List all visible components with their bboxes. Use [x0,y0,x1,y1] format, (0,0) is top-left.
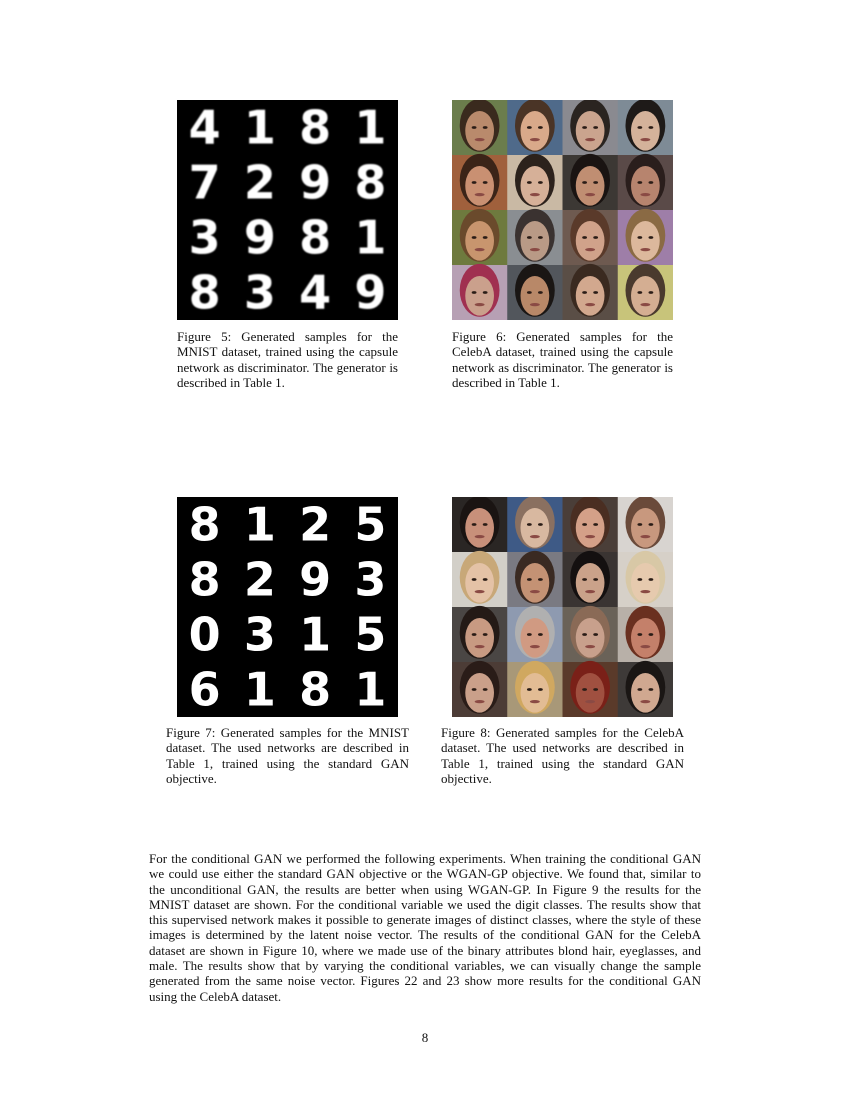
face-sample-tile [452,497,508,553]
face-sample-tile [452,209,508,266]
face-sample-tile [452,100,508,156]
face-sample-tile [618,264,673,320]
mnist-digit-sample: 7 [188,155,221,210]
face-sample-tile [618,551,673,608]
face-sample-tile [563,154,619,211]
face-sample-tile [507,551,563,608]
mnist-digit-sample: 1 [243,100,276,155]
face-sample-tile [507,264,563,320]
face-sample-tile [452,264,508,320]
face-sample-tile [452,154,508,211]
face-sample-tile [563,100,619,156]
face-sample-tile [563,606,619,663]
mnist-digit-sample: 3 [243,265,276,320]
mnist-digit-sample: 1 [354,210,387,265]
figure-5-mnist-grid [177,100,398,320]
mnist-digit-sample: 9 [354,265,387,320]
face-sample-tile [507,100,563,156]
mnist-digit-sample: 8 [299,100,332,155]
mnist-digit-sample: 1 [243,497,276,552]
mnist-digit-sample: 3 [354,552,387,607]
mnist-digit-sample: 3 [243,607,276,662]
face-sample-tile [563,551,619,608]
face-sample-tile [452,551,508,608]
mnist-digit-sample: 2 [243,552,276,607]
figure-5-caption: Figure 5: Generated samples for the MNIST dataset, trained using the capsule network as discriminator. The generator is described in Table 1. [177,329,398,390]
mnist-digit-sample: 9 [299,552,332,607]
face-sample-tile [563,661,619,717]
mnist-digit-sample: 5 [354,607,387,662]
face-sample-tile [507,606,563,663]
mnist-digit-sample: 1 [243,662,276,717]
face-sample-tile [618,154,673,211]
figure-6-celeba-grid [452,100,673,320]
face-sample-tile [618,497,673,553]
mnist-digit-sample: 4 [299,265,332,320]
figure-6-caption: Figure 6: Generated samples for the CelebA dataset, trained using the capsule network as discriminator. The generator is described in Table 1. [452,329,673,390]
mnist-digit-sample: 6 [188,662,221,717]
face-sample-tile [618,606,673,663]
page-number: 8 [421,1030,429,1045]
mnist-digit-sample: 9 [299,155,332,210]
mnist-digit-sample: 1 [354,100,387,155]
mnist-digit-sample: 8 [354,155,387,210]
figure-8-caption: Figure 8: Generated samples for the CelebA dataset. The used networks are described in Table 1, trained using the standard GAN objective. [441,725,684,786]
mnist-digit-sample: 1 [299,607,332,662]
mnist-digit-sample: 9 [243,210,276,265]
face-sample-tile [507,209,563,266]
body-paragraph: For the conditional GAN we performed the following experiments. When training the conditional GAN we could use either the standard GAN objective or the WGAN-GP objective. We found that, similar to the unconditional GAN, the results are better when using WGAN-GP. In Figure 9 the results for the MNIST dataset are shown. For the conditional variable we used the digit classes. The results show that this supervised network makes it possible to generate images of distinct classes, where the style of these images is determined by the latent noise vector. The results of the conditional GAN for the CelebA dataset are shown in Figure 10, where we made use of the binary attributes blond hair, eyeglasses, and male. The results show that by varying the conditional variables, we can visually change the sample generated from the same noise vector. Figures 22 and 23 show more results for the conditional GAN using the CelebA dataset. [149,851,701,1004]
mnist-digit-sample: 5 [354,497,387,552]
face-sample-tile [618,209,673,266]
figure-7-caption: Figure 7: Generated samples for the MNIST dataset. The used networks are described in Table 1, trained using the standard GAN objective. [166,725,409,786]
face-sample-tile [507,497,563,553]
figure-8-celeba-grid [452,497,673,717]
face-sample-tile [563,209,619,266]
mnist-digit-sample: 3 [188,210,221,265]
mnist-digit-sample: 2 [299,497,332,552]
face-sample-tile [563,497,619,553]
mnist-digit-sample: 0 [188,607,221,662]
face-sample-tile [452,606,508,663]
figure-7-mnist-grid [177,497,398,717]
mnist-digit-sample: 4 [188,100,221,155]
face-sample-tile [618,100,673,156]
mnist-digit-sample: 2 [243,155,276,210]
face-sample-tile [507,661,563,717]
mnist-digit-sample: 8 [188,265,221,320]
mnist-digit-sample: 8 [188,552,221,607]
face-sample-tile [618,661,673,717]
face-sample-tile [507,154,563,211]
face-sample-tile [452,661,508,717]
mnist-digit-sample: 8 [188,497,221,552]
face-sample-tile [563,264,619,320]
mnist-digit-sample: 8 [299,662,332,717]
mnist-digit-sample: 1 [354,662,387,717]
mnist-digit-sample: 8 [299,210,332,265]
